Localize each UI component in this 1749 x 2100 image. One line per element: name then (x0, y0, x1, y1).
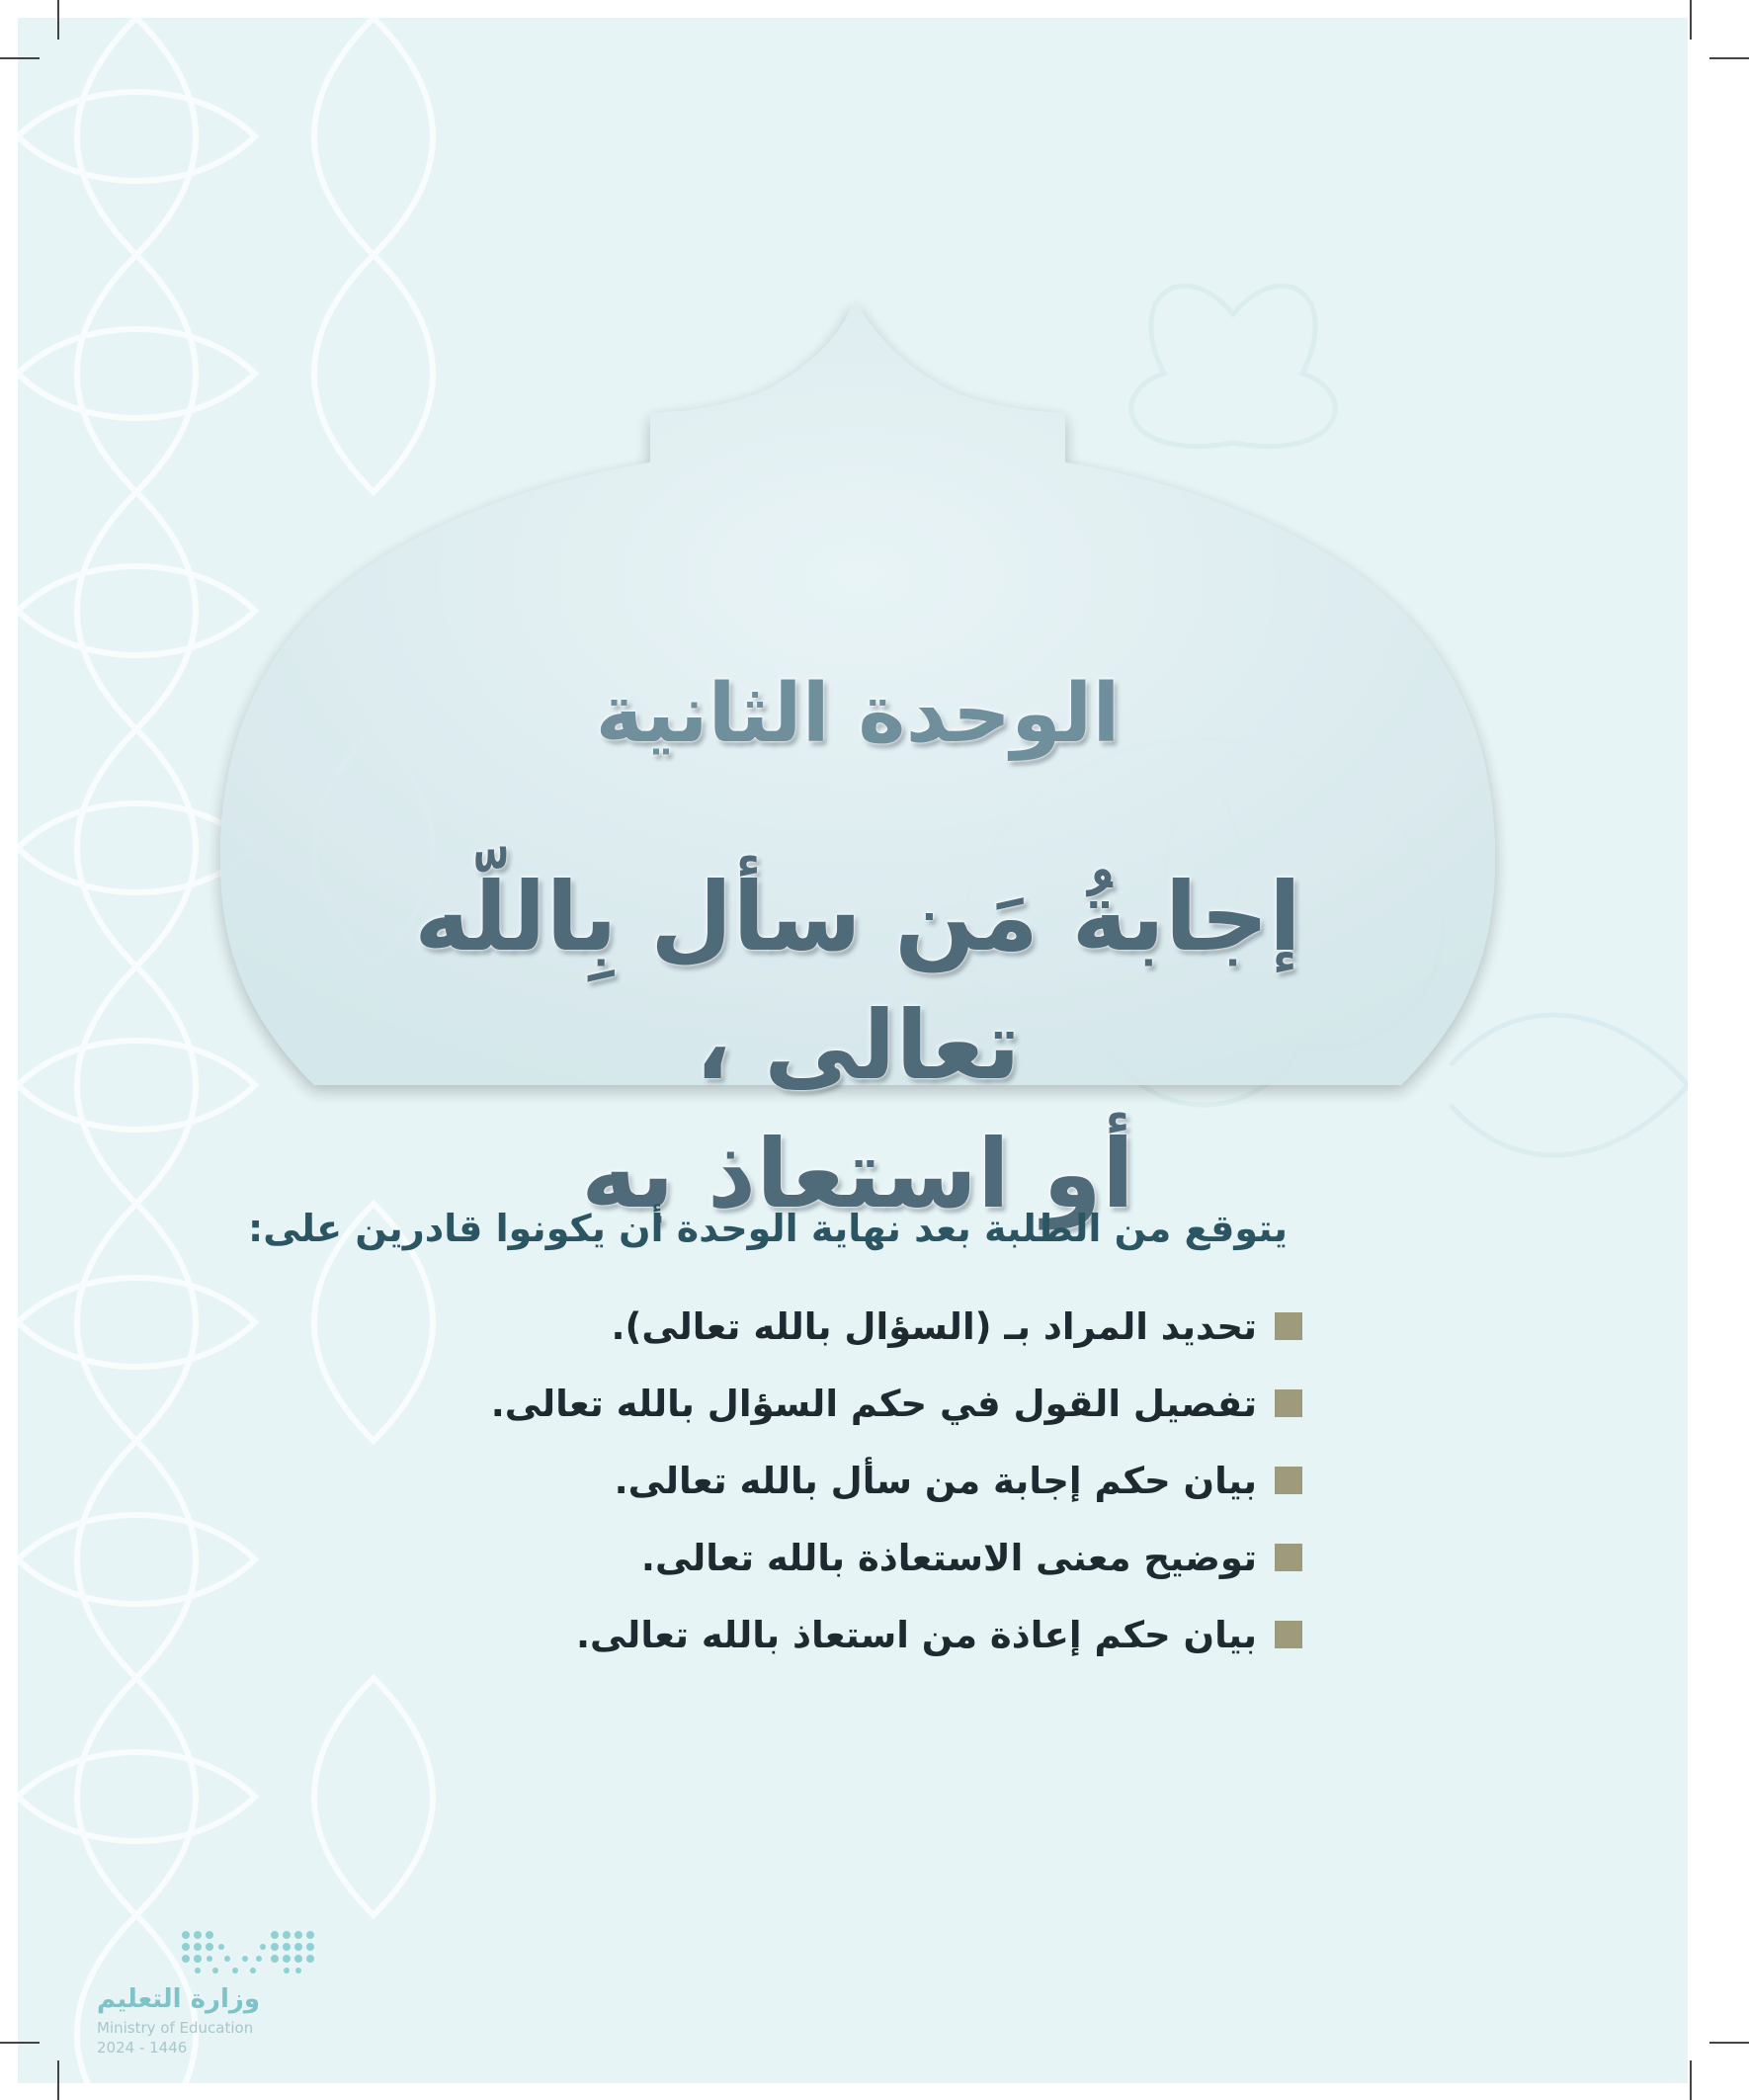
crop-mark (1690, 0, 1692, 40)
square-bullet-icon (1275, 1467, 1302, 1494)
objectives-list (265, 1288, 1302, 1673)
crop-mark (1709, 57, 1749, 59)
square-bullet-icon (1275, 1389, 1302, 1417)
objective-text: تحديد المراد بـ (السؤال بالله تعالى). (611, 1304, 1257, 1348)
objective-item-5 (265, 1596, 1302, 1673)
objective-item-2 (265, 1365, 1302, 1442)
square-bullet-icon (1275, 1621, 1302, 1648)
crop-mark (57, 0, 59, 40)
crop-mark (57, 2060, 59, 2100)
objective-text: بيان حكم إعاذة من استعاذ بالله تعالى. (575, 1613, 1257, 1656)
objective-text: توضيح معنى الاستعاذة بالله تعالى. (640, 1536, 1257, 1579)
crop-mark (1709, 2042, 1749, 2044)
ministry-dots-icon (176, 1925, 324, 1984)
objective-text: تفصيل القول في حكم السؤال بالله تعالى. (490, 1382, 1257, 1425)
objective-item-1 (265, 1288, 1302, 1365)
ministry-name-ar: وزارة التعليم (97, 1984, 260, 2014)
objective-text: بيان حكم إجابة من سأل بالله تعالى. (614, 1459, 1257, 1502)
square-bullet-icon (1275, 1312, 1302, 1340)
lesson-title-line-1: إجابةُ مَن سأل بِاللّه تعالى ، (414, 862, 1301, 1101)
objective-item-3 (265, 1442, 1302, 1519)
objective-item-4 (265, 1519, 1302, 1596)
crop-mark (0, 2042, 40, 2044)
ministry-name-en: Ministry of Education (97, 2019, 254, 2037)
crop-mark (0, 57, 40, 59)
objectives-intro: يتوقع من الطلبة بعد نهاية الوحدة أن يكونوا قادرين على: (248, 1207, 1288, 1250)
page (18, 18, 1688, 2083)
square-bullet-icon (1275, 1544, 1302, 1571)
ministry-year: 2024 - 1446 (97, 2039, 188, 2057)
unit-title: الوحدة الثانية (595, 667, 1121, 761)
ministry-logo (97, 1925, 334, 2073)
lesson-title (275, 853, 1441, 1238)
lesson-title-line-2: أو استعاذ به (581, 1119, 1134, 1229)
crop-mark (1690, 2060, 1692, 2100)
